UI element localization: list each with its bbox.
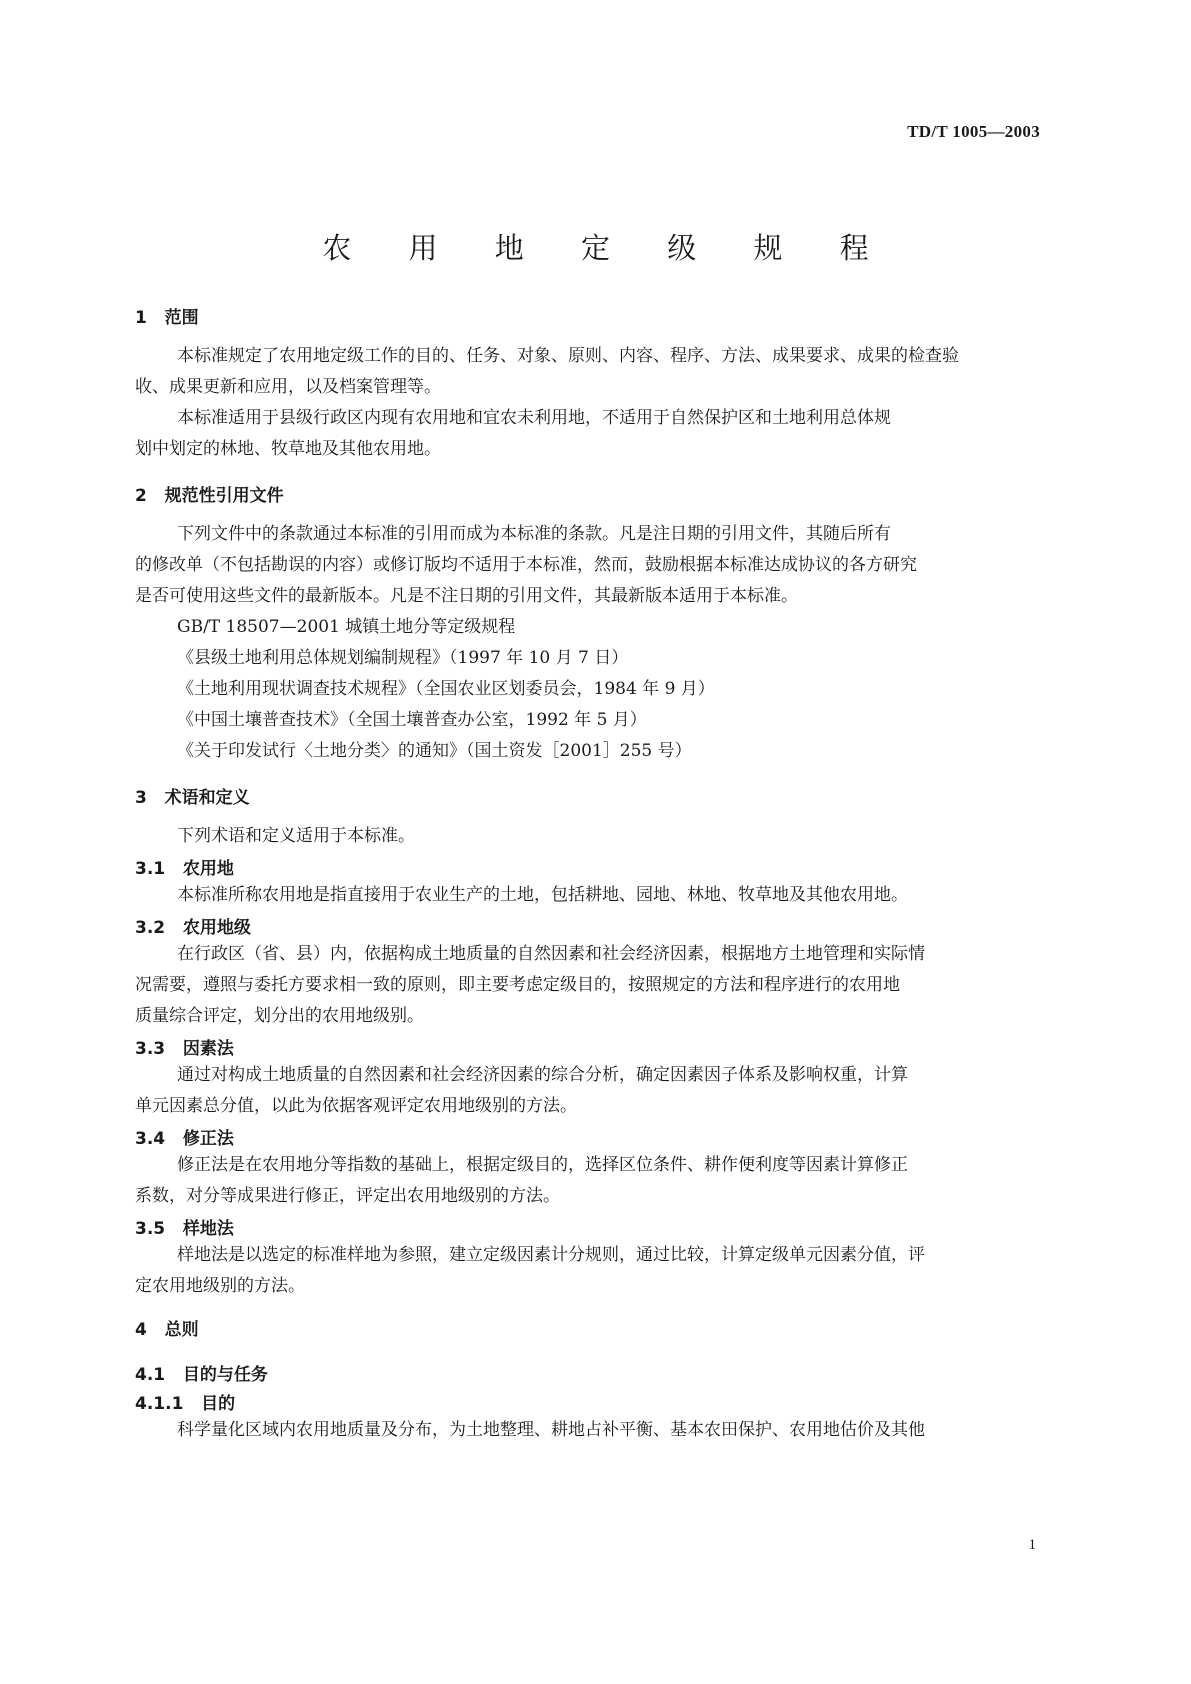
paragraph-line: 是否可使用这些文件的最新版本。凡是不注日期的引用文件，其最新版本适用于本标准。 [135, 586, 798, 606]
term-3-4-heading: 3.4 修正法 [135, 1129, 234, 1149]
reference-item: 《关于印发试行〈土地分类〉的通知》（国土资发［2001］255 号） [177, 741, 692, 761]
section-3-heading: 3 术语和定义 [135, 788, 250, 808]
paragraph-line: 样地法是以选定的标准样地为参照，建立定级因素计分规则，通过比较，计算定级单元因素分值，评 [177, 1245, 925, 1265]
paragraph-line: 收、成果更新和应用，以及档案管理等。 [135, 377, 441, 397]
paragraph-line: 本标准所称农用地是指直接用于农业生产的土地，包括耕地、园地、林地、牧草地及其他农用地。 [177, 885, 908, 905]
paragraph-line: 本标准适用于县级行政区内现有农用地和宜农未利用地，不适用于自然保护区和土地利用总体规 [177, 408, 891, 428]
paragraph-line: 质量综合评定，划分出的农用地级别。 [135, 1006, 424, 1026]
paragraph-line: 下列文件中的条款通过本标准的引用而成为本标准的条款。凡是注日期的引用文件，其随后所有 [177, 524, 891, 544]
reference-item: 《土地利用现状调查技术规程》（全国农业区划委员会，1984 年 9 月） [177, 679, 715, 699]
section-2-heading: 2 规范性引用文件 [135, 486, 284, 506]
paragraph-line: 修正法是在农用地分等指数的基础上，根据定级目的，选择区位条件、耕作便利度等因素计算修正 [177, 1155, 908, 1175]
paragraph-line: 况需要，遵照与委托方要求相一致的原则，即主要考虑定级目的，按照规定的方法和程序进行的农用地 [135, 975, 900, 995]
paragraph-line: 单元因素总分值，以此为依据客观评定农用地级别的方法。 [135, 1096, 577, 1116]
term-3-2-heading: 3.2 农用地级 [135, 918, 251, 938]
subsection-4-1-1-heading: 4.1.1 目的 [135, 1394, 236, 1414]
paragraph-line: 科学量化区域内农用地质量及分布，为土地整理、耕地占补平衡、基本农田保护、农用地估价及其他 [177, 1420, 925, 1440]
paragraph-line: 定农用地级别的方法。 [135, 1276, 305, 1296]
term-3-3-heading: 3.3 因素法 [135, 1039, 234, 1059]
section-4-heading: 4 总则 [135, 1320, 199, 1340]
subsection-4-1-heading: 4.1 目的与任务 [135, 1365, 268, 1385]
page-number: 1 [1028, 1537, 1036, 1553]
term-3-5-heading: 3.5 样地法 [135, 1219, 234, 1239]
document-title: 农 用 地 定 级 规 程 [322, 231, 893, 265]
paragraph-line: 在行政区（省、县）内，依据构成土地质量的自然因素和社会经济因素，根据地方土地管理和实际情 [177, 944, 925, 964]
standard-code: TD/T 1005—2003 [907, 122, 1040, 141]
paragraph-line: 系数，对分等成果进行修正，评定出农用地级别的方法。 [135, 1186, 560, 1206]
term-3-1-heading: 3.1 农用地 [135, 859, 234, 879]
paragraph-line: 本标准规定了农用地定级工作的目的、任务、对象、原则、内容、程序、方法、成果要求、成果的检查验 [177, 346, 959, 366]
paragraph-line: 划中划定的林地、牧草地及其他农用地。 [135, 439, 441, 459]
section-1-heading: 1 范围 [135, 308, 199, 328]
reference-item: GB/T 18507—2001 城镇土地分等定级规程 [177, 617, 516, 637]
reference-item: 《中国土壤普查技术》（全国土壤普查办公室，1992 年 5 月） [177, 710, 647, 730]
reference-item: 《县级土地利用总体规划编制规程》（1997 年 10 月 7 日） [177, 648, 629, 668]
paragraph-line: 通过对构成土地质量的自然因素和社会经济因素的综合分析，确定因素因子体系及影响权重，计算 [177, 1065, 908, 1085]
paragraph-line: 的修改单（不包括勘误的内容）或修订版均不适用于本标准，然而，鼓励根据本标准达成协议的各方研究 [135, 555, 917, 575]
paragraph-line: 下列术语和定义适用于本标准。 [177, 826, 415, 846]
